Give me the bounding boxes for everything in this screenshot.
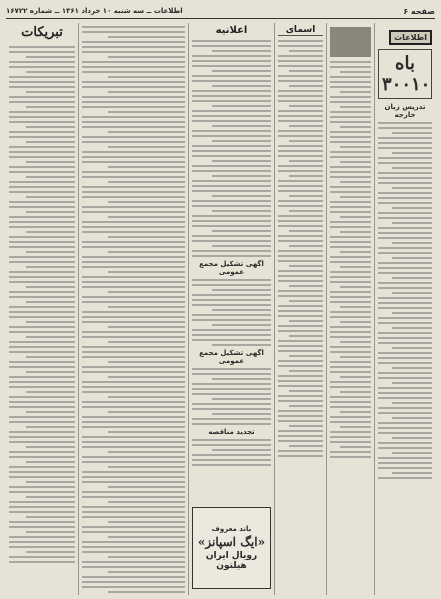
notice-heading: اگهی تشکیل مجمع عمومی <box>199 349 264 365</box>
column-headline <box>374 23 435 595</box>
column-notices <box>78 23 188 595</box>
text-block <box>330 61 371 458</box>
text-block <box>82 26 185 595</box>
column-title: اعلانیه <box>215 25 248 36</box>
notice-heading: تجدید مناقصه <box>208 428 255 436</box>
text-block <box>378 122 432 479</box>
column-news <box>326 23 374 595</box>
ad-line-2: «ایگ اسپانز» <box>197 535 266 549</box>
ad-line-1: باند معروف <box>211 525 252 533</box>
column-title: تبریکات <box>21 25 63 40</box>
subheading: تدریس زبان خارجه <box>384 103 426 119</box>
headline-box <box>378 49 432 99</box>
issue-info: اطلاعات ــ سه شنبه ۱۰ خرداد ۱۳۶۱ ــ شماره ۱۶۷۲۲ <box>6 7 183 15</box>
column-congratulations <box>6 23 78 595</box>
column-title: اسمای <box>278 25 323 36</box>
page-header <box>6 4 435 19</box>
text-block <box>278 40 323 457</box>
newspaper-logo: اطلاعات <box>389 30 432 45</box>
headline-prefix: باه <box>395 53 415 74</box>
notice-heading: اگهی تشکیل مجمع عمومی <box>199 260 264 276</box>
text-block <box>192 40 271 257</box>
page-number: صفحه ۶ <box>403 6 435 16</box>
hotel-ad <box>192 507 271 589</box>
text-block <box>192 279 271 346</box>
headline-number <box>382 53 431 95</box>
headline-value: ۳۰۰۱۰ <box>382 74 431 95</box>
logo-row <box>378 25 432 45</box>
text-block <box>192 439 271 466</box>
text-block <box>9 46 75 563</box>
columns-container <box>6 23 435 595</box>
news-photo <box>330 27 371 57</box>
ad-line-3: رویال ایران هیلتون <box>205 551 258 571</box>
column-names <box>274 23 326 595</box>
text-block <box>192 368 271 425</box>
column-announcements <box>188 23 274 595</box>
